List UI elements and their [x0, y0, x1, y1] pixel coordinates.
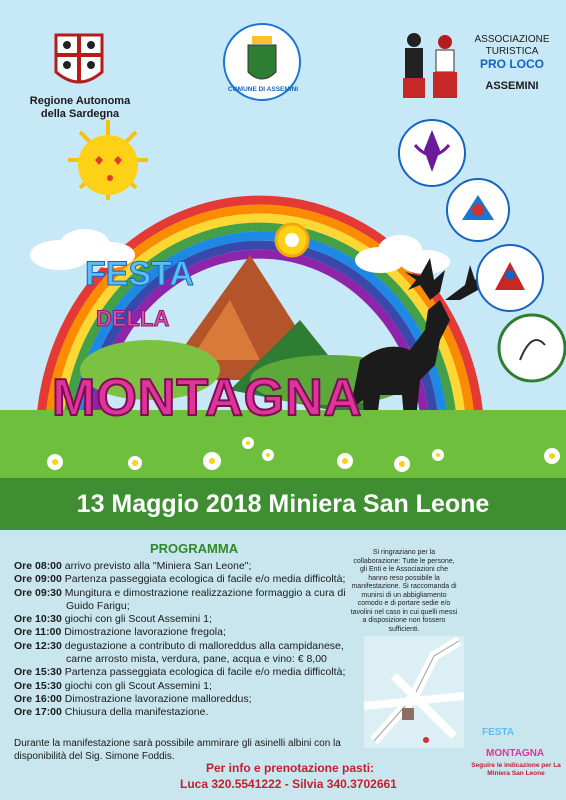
programma-text: arrivo previsto alla "Miniera San Leone";: [64, 560, 252, 572]
programma-time: Ore 15:30: [14, 666, 62, 679]
programma-text: Mungitura e dimostrazione realizzazione formaggio a cura di: [64, 586, 346, 599]
consulta-donne-badge-icon: [499, 315, 565, 381]
assoc-block: [466, 34, 558, 92]
programma-text: Partenza passeggiata ecologica di facile e/o media difficoltà;: [64, 573, 346, 586]
follow-signs-text: Seguire le indicazione per La Miniera San Leone: [471, 762, 561, 777]
programma-time: Ore 12:30: [14, 639, 62, 652]
programma-row: [14, 626, 354, 639]
contact-line: Luca 320.5541222 - Silvia 340.3702661: [180, 777, 397, 791]
small-sun-icon: [276, 224, 308, 256]
scout-badge-icon: [399, 120, 465, 186]
title-della: DELLA: [96, 306, 170, 331]
programma-time: Ore 16:00: [14, 692, 62, 705]
programma-text: Chiusura della manifestazione.: [64, 706, 209, 719]
programma-time: Ore 10:30: [14, 613, 62, 626]
programma-row: [14, 613, 354, 626]
route-map: [364, 636, 464, 748]
programma-text: carne arrosto mista, verdura, pane, acqua e vino: € 8,00: [66, 653, 327, 666]
programma-title: PROGRAMMA: [150, 541, 239, 556]
association-badge-icon-2: [447, 179, 509, 241]
programma-text: Partenza passeggiata ecologica di facile e/o media difficoltà;: [64, 666, 346, 679]
association-badge-icon-3: [477, 245, 543, 311]
programma-row: [14, 573, 354, 586]
proloco-costume-figures-icon: [403, 33, 457, 98]
programma-row: [14, 666, 354, 679]
title-montagna: MONTAGNA: [52, 369, 363, 427]
programma-time: Ore 17:00: [14, 706, 62, 719]
programma-text: Dimostrazione lavorazione fregola;: [64, 626, 226, 639]
region-line-1: Regione Autonoma: [29, 95, 131, 107]
note-text: Durante la manifestazione sarà possibile ammirare gli asinelli albini con la disponibilità del Sig. Simone Foddis.: [14, 738, 341, 762]
programma-row: [14, 706, 354, 719]
programma-text: giochi con gli Scout Assemini 1;: [64, 613, 212, 626]
programma-text: degustazione a contributo di malloreddus alla campidanese,: [64, 639, 344, 652]
programma-row: [14, 600, 354, 613]
region-line-2: della Sardegna: [40, 108, 120, 120]
programma-text: giochi con gli Scout Assemini 1;: [64, 679, 212, 692]
programma-text: Dimostrazione lavorazione malloreddus;: [64, 692, 252, 705]
programma-time: Ore 15:30: [14, 679, 62, 692]
assoc-line-1: ASSOCIAZIONE: [474, 34, 550, 45]
programma-row: [14, 693, 354, 706]
region-name: [18, 95, 142, 121]
title-festa: FESTA: [85, 255, 194, 293]
thanks-text: Si ringraziano per la collaborazione: Tutte le persone, gli Enti e le Associazioni che hanno reso possibile la manifestazione. Si raccomanda di munirsi di un abbigliamento comodo e di portare sedie e/o tavolini nel caso in cui quelli messi a disposizione non fossero sufficienti.: [350, 549, 458, 633]
date-line: 13 Maggio 2018 Miniera San Leone: [76, 489, 490, 518]
programma-row: [14, 653, 354, 666]
sun-icon: [68, 120, 148, 200]
date-banner: [0, 478, 566, 530]
comune-label: COMUNE DI ASSEMINI: [227, 86, 299, 93]
programma-row: [14, 640, 354, 653]
sardegna-coat-of-arms-icon: [56, 35, 102, 82]
mini-montagna-label: MONTAGNA: [486, 748, 545, 759]
mini-festa-label: FESTA: [482, 727, 515, 738]
programma-row: [14, 560, 354, 573]
programma-time: Ore 08:00: [14, 560, 62, 572]
assoc-line-2: TURISTICA: [485, 46, 539, 57]
assoc-city: ASSEMINI: [485, 80, 539, 92]
programma-text: Guido Farigu;: [66, 599, 130, 612]
programma-row: [14, 587, 354, 600]
assoc-proloco: PRO LOCO: [479, 57, 544, 71]
programma-time: Ore 09:30: [14, 586, 62, 599]
programma-list: [14, 560, 354, 720]
programma-row: [14, 680, 354, 693]
programma-time: Ore 11:00: [14, 626, 62, 639]
contact-title: Per info e prenotazione pasti:: [206, 761, 375, 775]
programma-time: Ore 09:00: [14, 573, 62, 586]
